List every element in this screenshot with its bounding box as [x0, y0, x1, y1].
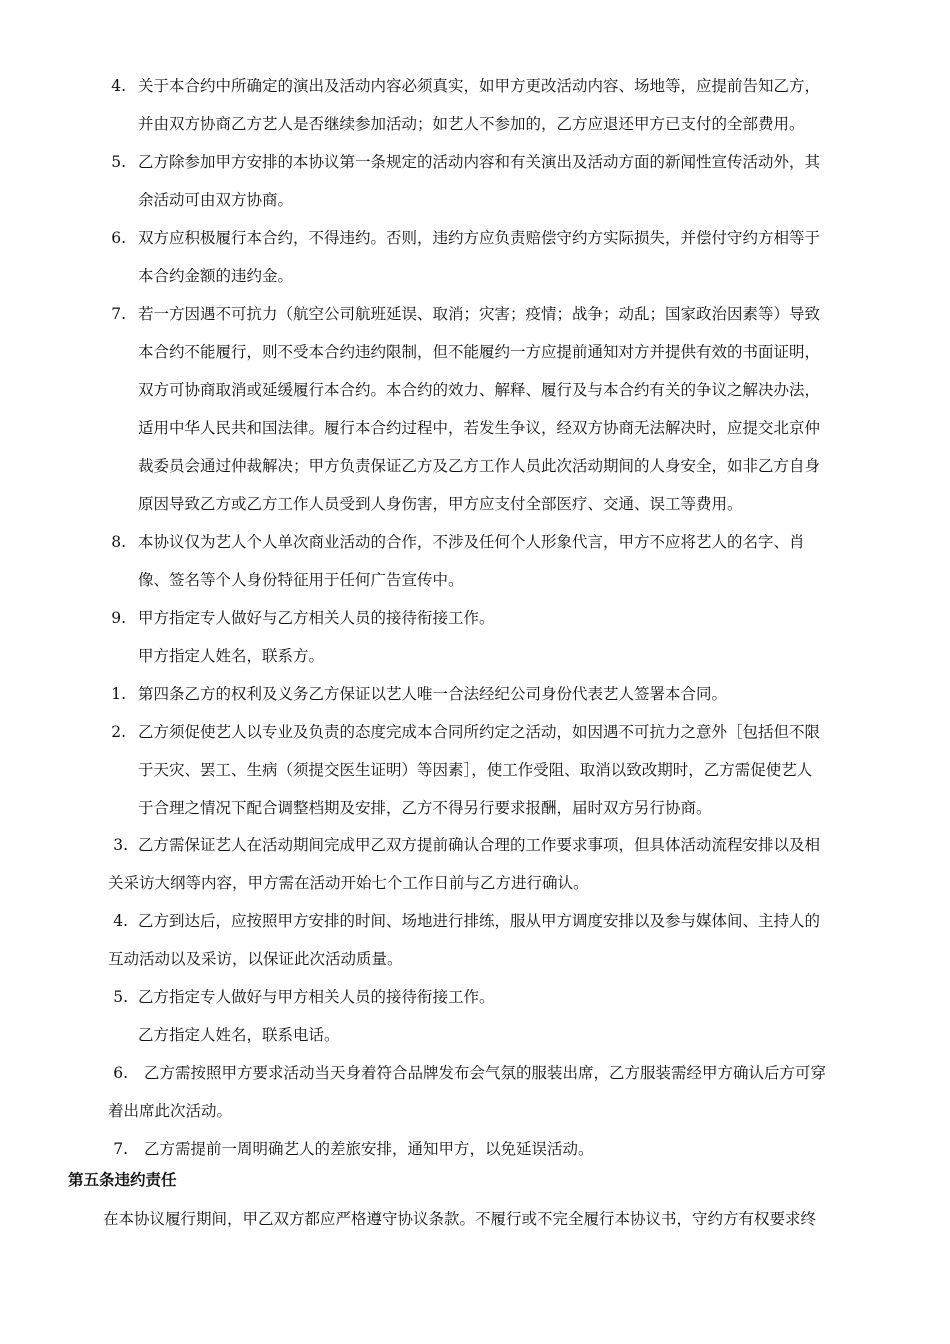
item-number: 5. [111, 153, 126, 171]
item-line: 原因导致乙方或乙方工作人员受到人身伤害，甲方应支付全部医疗、交通、误工等费用。 [138, 495, 743, 513]
item-number: 2. [111, 723, 126, 741]
item-line: 着出席此次活动。 [108, 1102, 233, 1120]
item-line: 于天灾、罢工、生病（须提交医生证明）等因素］，使工作受阻、取消以致改期时，乙方需促使艺人 [138, 761, 813, 779]
section-paragraph: 在本协议履行期间，甲乙双方都应严格遵守协议条款。不履行或不完全履行本协议书，守约方有权要求终 [103, 1210, 817, 1228]
item-line: 像、签名等个人身份特征用于任何广告宣传中。 [138, 571, 464, 589]
item-number: 4. [111, 77, 126, 95]
item-line: 双方应积极履行本合约，不得违约。否则，违约方应负责赔偿守约方实际损失，并偿付守约方相等于 [138, 229, 821, 247]
item-number: 9. [111, 609, 126, 627]
item-line: 本合约不能履行，则不受本合约违约限制，但不能履约一方应提前通知对方并提供有效的书面证明， [138, 343, 821, 361]
item-line: 第四条乙方的权利及义务乙方保证以艺人唯一合法经纪公司身份代表艺人签署本合同。 [138, 685, 728, 703]
item-line: 互动活动以及采访，以保证此次活动质量。 [108, 950, 403, 968]
item-line: 甲方指定专人做好与乙方相关人员的接待衔接工作。 [138, 609, 495, 627]
item-line: 本协议仅为艺人个人单次商业活动的合作，不涉及任何个人形象代言，甲方不应将艺人的名字、肖 [138, 533, 805, 551]
item-number: 1. [111, 685, 126, 703]
item-number: 4. [113, 912, 128, 930]
item-line: 并由双方协商乙方艺人是否继续参加活动；如艺人不参加的，乙方应退还甲方已支付的全部费用。 [138, 115, 805, 133]
item-line: 乙方需按照甲方要求活动当天身着符合品牌发布会气氛的服装出席，乙方服装需经甲方确认后方可穿 [144, 1064, 827, 1082]
item-line: 乙方除参加甲方安排的本协议第一条规定的活动内容和有关演出及活动方面的新闻性宣传活动外，其 [138, 153, 821, 171]
item-number: 3. [113, 836, 128, 854]
item-line: 乙方指定人姓名，联系电话。 [138, 1026, 340, 1044]
item-line: 乙方到达后，应按照甲方安排的时间、场地进行排练，服从甲方调度安排以及参与媒体间、主持人的 [138, 912, 821, 930]
item-line: 适用中华人民共和国法律。履行本合约过程中，若发生争议，经双方协商无法解决时，应提交北京仲 [138, 419, 821, 437]
item-number: 6. [113, 1064, 128, 1082]
section-heading: 第五条违约责任 [68, 1171, 177, 1189]
item-line: 乙方须促使艺人以专业及负责的态度完成本合同所约定之活动，如因遇不可抗力之意外［包括但不限 [138, 723, 821, 741]
item-line: 乙方指定专人做好与甲方相关人员的接待衔接工作。 [138, 988, 495, 1006]
item-line: 若一方因遇不可抗力（航空公司航班延误、取消；灾害；疫情；战争；动乱；国家政治因素等）导致 [138, 305, 821, 323]
item-line: 乙方需提前一周明确艺人的差旅安排，通知甲方，以免延误活动。 [144, 1140, 594, 1158]
item-line: 于合理之情况下配合调整档期及安排，乙方不得另行要求报酬，届时双方另行协商。 [138, 799, 712, 817]
item-line: 余活动可由双方协商。 [138, 191, 294, 209]
item-line: 甲方指定人姓名，联系方。 [138, 647, 325, 665]
item-line: 乙方需保证艺人在活动期间完成甲乙双方提前确认合理的工作要求事项，但具体活动流程安排以及相 [138, 836, 821, 854]
item-number: 7. [113, 1140, 128, 1158]
item-line: 关于本合约中所确定的演出及活动内容必须真实，如甲方更改活动内容、场地等，应提前告知乙方， [138, 77, 821, 95]
item-line: 双方可协商取消或延缓履行本合约。本合约的效力、解释、履行及与本合约有关的争议之解决办法， [138, 381, 821, 399]
item-number: 5. [113, 988, 128, 1006]
item-number: 8. [111, 533, 126, 551]
item-line: 本合约金额的违约金。 [138, 267, 294, 285]
item-line: 裁委员会通过仲裁解决；甲方负责保证乙方及乙方工作人员此次活动期间的人身安全，如非乙方自身 [138, 457, 821, 475]
item-number: 7. [111, 305, 126, 323]
item-number: 6. [111, 229, 126, 247]
item-line: 关采访大纲等内容，甲方需在活动开始七个工作日前与乙方进行确认。 [108, 874, 589, 892]
